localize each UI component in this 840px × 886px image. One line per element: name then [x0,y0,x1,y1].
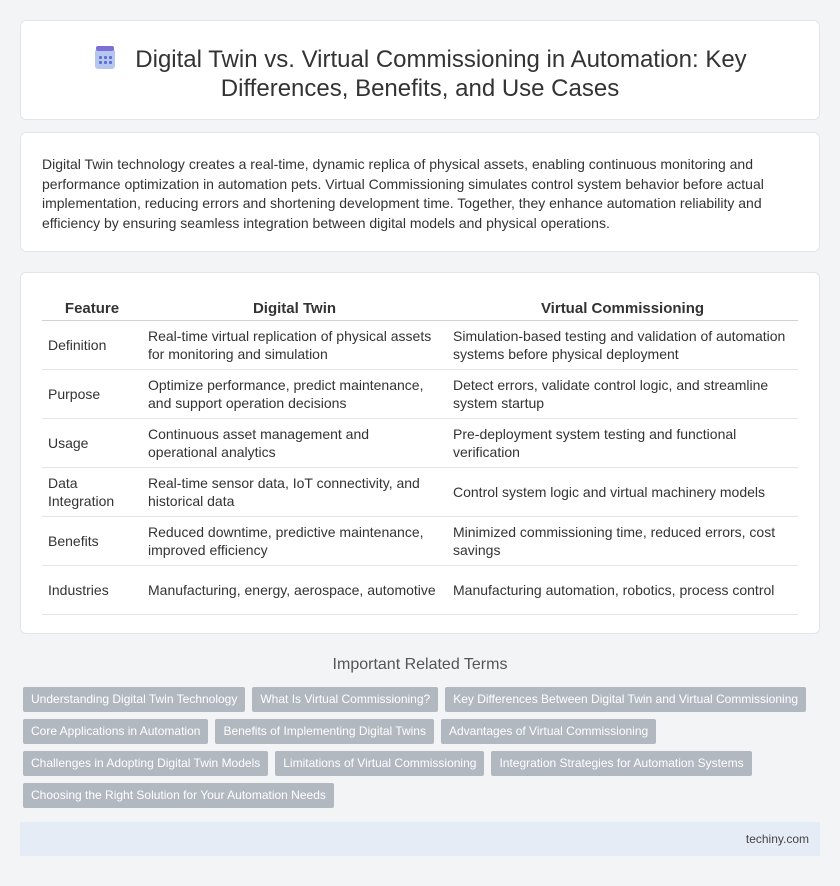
feature-cell: Benefits [42,517,142,566]
table-row [42,468,798,517]
digital-twin-cell: Continuous asset management and operational analytics [142,419,447,468]
table-row [42,419,798,468]
footer-site-link[interactable]: techiny.com [745,832,809,846]
related-term-tag[interactable]: Choosing the Right Solution for Your Automation Needs [23,783,334,808]
virtual-commissioning-cell: Pre-deployment system testing and functional verification [447,419,798,468]
header-digital-twin: Digital Twin [142,297,447,321]
digital-twin-cell: Real-time virtual replication of physical assets for monitoring and simulation [142,321,447,370]
page-title [21,45,819,103]
digital-twin-cell: Real-time sensor data, IoT connectivity, and historical data [142,468,447,517]
related-term-tag[interactable]: Integration Strategies for Automation Systems [491,751,751,776]
related-term-tag[interactable]: Understanding Digital Twin Technology [23,687,245,712]
intro-card [20,132,820,252]
feature-cell: Definition [42,321,142,370]
digital-twin-cell: Reduced downtime, predictive maintenance, improved efficiency [142,517,447,566]
feature-cell: Purpose [42,370,142,419]
related-term-tag[interactable]: Core Applications in Automation [23,719,208,744]
virtual-commissioning-cell: Manufacturing automation, robotics, process control [447,566,798,615]
title-card [20,20,820,120]
feature-cell: Data Integration [42,468,142,517]
header-feature: Feature [42,297,142,321]
digital-twin-cell: Optimize performance, predict maintenance, and support operation decisions [142,370,447,419]
header-virtual-commissioning: Virtual Commissioning [447,297,798,321]
digital-twin-cell: Manufacturing, energy, aerospace, automotive [142,566,447,615]
feature-cell: Industries [42,566,142,615]
virtual-commissioning-cell: Simulation-based testing and validation of automation systems before physical deployment [447,321,798,370]
title-line-1: Digital Twin vs. Virtual Commissioning in Automation: Key [135,46,747,73]
virtual-commissioning-cell: Minimized commissioning time, reduced errors, cost savings [447,517,798,566]
virtual-commissioning-cell: Detect errors, validate control logic, and streamline system startup [447,370,798,419]
table-row [42,566,798,615]
table-row [42,517,798,566]
related-term-tag[interactable]: Key Differences Between Digital Twin and Virtual Commissioning [445,687,806,712]
virtual-commissioning-cell: Control system logic and virtual machinery models [447,468,798,517]
comparison-table [42,297,798,615]
calendar-icon [93,46,117,70]
comparison-card [20,272,820,634]
related-term-tag[interactable]: Limitations of Virtual Commissioning [275,751,484,776]
intro-paragraph: Digital Twin technology creates a real-time, dynamic replica of physical assets, enabling continuous monitoring and performance optimization in automation pets. Virtual Commissioning simulates control system behavior before actual implementation, reducing errors and shortening development time. Together, they enhance automation reliability and efficiency by ensuring seamless integration between digital models and physical operations. [42,156,764,231]
table-row [42,321,798,370]
table-row [42,370,798,419]
related-term-tag[interactable]: What Is Virtual Commissioning? [252,687,438,712]
related-term-tag[interactable]: Benefits of Implementing Digital Twins [215,719,434,744]
related-terms-list [23,687,823,815]
related-term-tag[interactable]: Challenges in Adopting Digital Twin Models [23,751,268,776]
feature-cell: Usage [42,419,142,468]
related-term-tag[interactable]: Advantages of Virtual Commissioning [441,719,656,744]
title-line-2: Differences, Benefits, and Use Cases [220,75,620,102]
footer [20,822,820,856]
related-terms-title: Important Related Terms [332,656,508,673]
table-header-row [42,297,798,321]
